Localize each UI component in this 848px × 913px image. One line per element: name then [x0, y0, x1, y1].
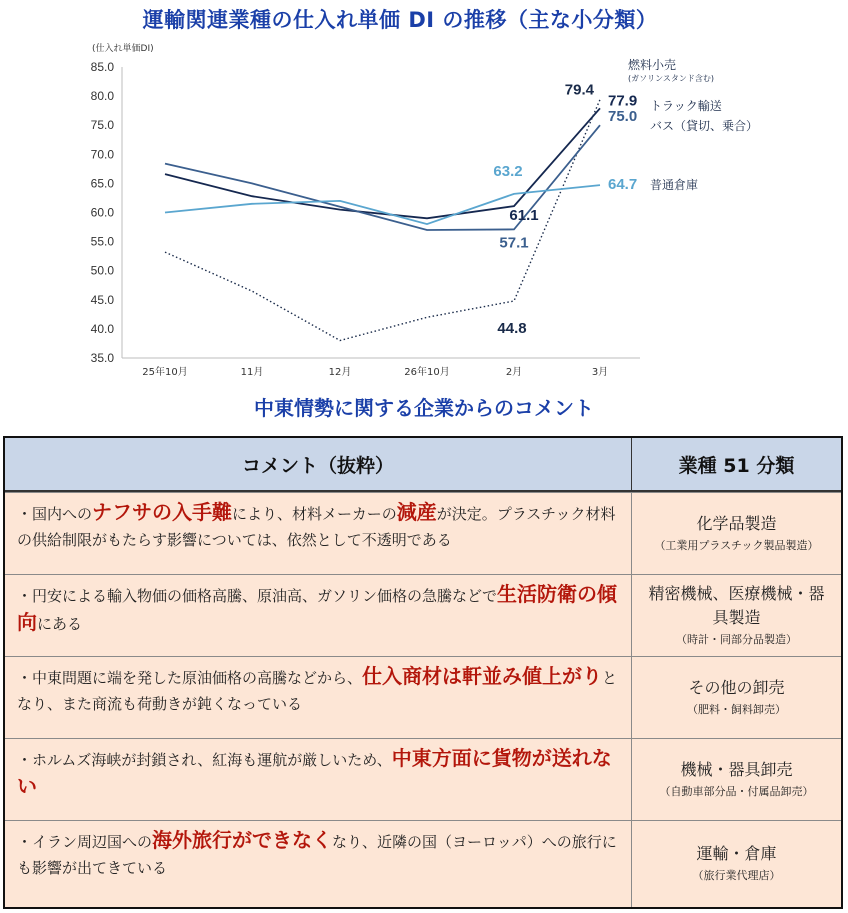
data-label: 57.1: [499, 234, 529, 252]
table-row: [5, 492, 841, 574]
chart-title: 運輸関連業種の仕入れ単価 DI の推移（主な小分類）: [142, 8, 658, 32]
data-label: 61.1: [509, 207, 539, 225]
y-tick-label: 70.0: [90, 147, 114, 162]
y-tick-label: 65.0: [90, 176, 114, 191]
data-label: 79.4: [564, 81, 594, 99]
series-name-label: トラック輸送: [650, 99, 722, 113]
comment-text: となり、また商流も荷動きが鈍くなっている: [17, 669, 618, 713]
y-tick-label: 60.0: [90, 205, 114, 220]
y-tick-label: 45.0: [90, 292, 114, 307]
comments-title: 中東情勢に関する企業からのコメント: [254, 396, 594, 420]
comment-text: ・中東問題に端を発した原油価格の高騰などから、: [17, 669, 363, 687]
data-label: 44.8: [497, 319, 527, 337]
comment-text: ・国内への: [17, 505, 93, 523]
x-tick-label: 11月: [240, 367, 264, 378]
y-tick-label: 80.0: [90, 89, 114, 104]
industry-name: その他の卸売: [688, 677, 785, 697]
table-row: [5, 820, 841, 907]
table-row: [5, 738, 841, 820]
comment-text: ・イラン周辺国への: [17, 833, 153, 851]
series-name-label: 燃料小売: [628, 58, 677, 72]
x-tick-label: 12月: [328, 367, 352, 378]
industry-name: 化学品製造: [696, 513, 777, 533]
industry-cell: [632, 657, 841, 738]
series-name-label: バス（貸切、乗合）: [650, 119, 759, 133]
y-tick-label: 40.0: [90, 321, 114, 336]
comments-table: [3, 436, 843, 909]
y-tick-label: 55.0: [90, 234, 114, 249]
x-tick-label: 25年10月: [142, 367, 188, 378]
industry-subcategory: （工業用プラスチック製品製造）: [654, 538, 819, 552]
industry-subcategory: （肥料・飼料卸売）: [687, 702, 786, 716]
series-line-1: [165, 108, 600, 218]
comment-text: にある: [37, 615, 83, 633]
line-chart: [0, 38, 848, 390]
industry-cell: [632, 739, 841, 820]
comment-text: が決定。プラスチック材料の供給制限がもたらす影響については、依然として不透明である: [17, 505, 616, 549]
comment-cell: [5, 575, 632, 656]
comment-text: なり、近隣の国（ヨーロッパ）への旅行にも影響が出てきている: [17, 833, 617, 877]
table-row: [5, 574, 841, 656]
data-label: 63.2: [493, 162, 523, 180]
comment-cell: [5, 739, 632, 820]
industry-cell: [632, 821, 841, 907]
header-industry: 業種 51 分類: [632, 438, 841, 492]
data-label: 64.7: [608, 176, 638, 194]
y-axis-label: (仕入れ単価DI): [92, 44, 154, 54]
comment-text: ・円安による輸入物価の価格高騰、原油高、ガソリン価格の急騰などで: [17, 587, 498, 605]
emphasized-text: 中東方面に貨物が送れない: [17, 746, 612, 798]
industry-name: 機械・器具卸売: [680, 759, 793, 779]
emphasized-text: 減産: [396, 500, 437, 524]
emphasized-text: 仕入商材は軒並み値上がり: [362, 664, 603, 688]
table-row: [5, 656, 841, 738]
y-tick-label: 85.0: [90, 60, 114, 74]
comment-cell: [5, 657, 632, 738]
series-name-sub-label: (ガソリンスタンド含む): [628, 74, 715, 83]
comment-text: ・ホルムズ海峡が封鎖され、紅海も運航が厳しいため、: [17, 751, 392, 769]
y-tick-label: 35.0: [90, 351, 114, 365]
data-label: 75.0: [608, 108, 638, 126]
comment-cell: [5, 493, 632, 574]
data-label: 77.9: [608, 92, 638, 110]
emphasized-text: 海外旅行ができなく: [152, 828, 333, 852]
x-tick-label: 2月: [505, 367, 523, 378]
industry-subcategory: （時計・同部分品製造）: [676, 632, 797, 646]
y-tick-label: 75.0: [90, 118, 114, 133]
series-name-label: 普通倉庫: [650, 178, 699, 192]
industry-subcategory: （自動車部分品・付属品卸売）: [659, 784, 814, 798]
comment-cell: [5, 821, 632, 907]
industry-cell: [632, 493, 841, 574]
industry-subcategory: （旅行業代理店）: [692, 869, 781, 882]
industry-name: 運輸・倉庫: [696, 844, 777, 863]
header-comment: コメント（抜粋）: [5, 438, 632, 492]
comment-text: により、材料メーカーの: [232, 505, 397, 523]
emphasized-text: 生活防衛の傾向: [17, 582, 618, 634]
emphasized-text: ナフサの入手難: [92, 500, 233, 524]
industry-cell: [632, 575, 841, 656]
x-tick-label: 26年10月: [404, 367, 450, 378]
industry-name: 精密機械、医療機械・器具製造: [648, 583, 825, 627]
y-tick-label: 50.0: [90, 263, 114, 278]
x-tick-label: 3月: [591, 367, 609, 378]
